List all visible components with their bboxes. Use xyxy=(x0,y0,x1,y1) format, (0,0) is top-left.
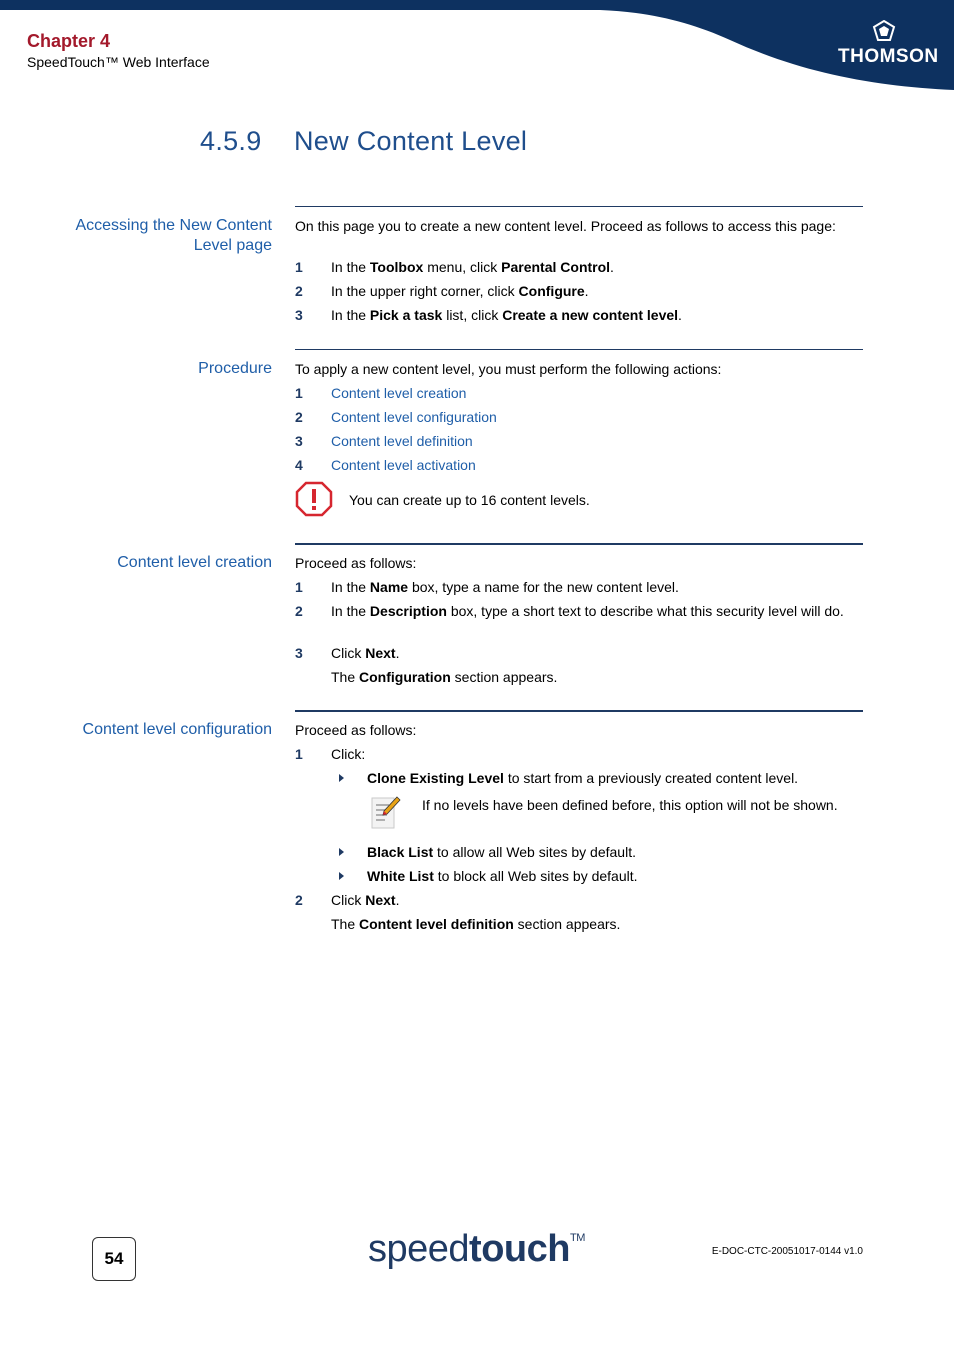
creation-result: The Configuration section appears. xyxy=(331,669,558,685)
chapter-label: Chapter 4 xyxy=(27,31,111,51)
step-number: 2 xyxy=(295,603,303,619)
speedtouch-logo: speedtouch™ xyxy=(368,1228,585,1270)
option-clone-existing-level: Clone Existing Level to start from a previously created content level. xyxy=(367,770,799,786)
configuration-intro: Proceed as follows: xyxy=(295,722,417,738)
chapter-subtitle: SpeedTouch™ Web Interface xyxy=(27,54,210,70)
warning-text: You can create up to 16 content levels. xyxy=(349,492,590,508)
thomson-logo-icon xyxy=(872,20,896,42)
header-band xyxy=(0,0,954,100)
bullet-arrow-icon xyxy=(336,847,346,857)
step-number: 1 xyxy=(295,579,303,595)
access-intro: On this page you to create a new content level. Proceed as follows to access this page: xyxy=(295,218,836,234)
divider xyxy=(295,349,863,350)
access-step-1: In the Toolbox menu, click Parental Control. xyxy=(331,259,614,275)
page-number: 54 xyxy=(92,1237,136,1281)
option-white-list: White List to block all Web sites by default. xyxy=(367,868,638,884)
step-number: 3 xyxy=(295,307,303,323)
option-black-list: Black List to allow all Web sites by default. xyxy=(367,844,636,860)
thomson-logo: THOMSON xyxy=(838,46,939,67)
procedure-intro: To apply a new content level, you must perform the following actions: xyxy=(295,361,722,377)
access-step-3: In the Pick a task list, click Create a new content level. xyxy=(331,307,682,323)
warning-icon xyxy=(295,481,333,517)
divider xyxy=(295,710,863,712)
link-content-level-activation[interactable]: Content level activation xyxy=(331,457,476,473)
access-step-2: In the upper right corner, click Configure. xyxy=(331,283,589,299)
creation-intro: Proceed as follows: xyxy=(295,555,417,571)
configuration-result: The Content level definition section appears. xyxy=(331,916,621,932)
step-number: 3 xyxy=(295,433,303,449)
side-label-creation: Content level creation xyxy=(117,554,272,571)
step-number: 1 xyxy=(295,746,303,762)
side-label-configuration: Content level configuration xyxy=(82,721,272,738)
step-number: 2 xyxy=(295,283,303,299)
step-number: 2 xyxy=(295,409,303,425)
note-text: If no levels have been defined before, this option will not be shown. xyxy=(422,797,838,813)
section-title: New Content Level xyxy=(294,126,528,156)
link-content-level-definition[interactable]: Content level definition xyxy=(331,433,473,449)
creation-step-3: Click Next. xyxy=(331,645,400,661)
divider xyxy=(295,543,863,545)
note-icon xyxy=(371,795,401,831)
bullet-arrow-icon xyxy=(336,871,346,881)
creation-step-1: In the Name box, type a name for the new content level. xyxy=(331,579,679,595)
step-number: 3 xyxy=(295,645,303,661)
link-content-level-creation[interactable]: Content level creation xyxy=(331,385,467,401)
bullet-arrow-icon xyxy=(336,773,346,783)
configuration-step-1: Click: xyxy=(331,746,366,762)
step-number: 4 xyxy=(295,457,303,473)
step-number: 2 xyxy=(295,892,303,908)
link-content-level-configuration[interactable]: Content level configuration xyxy=(331,409,497,425)
divider xyxy=(295,206,863,207)
creation-step-2: In the Description box, type a short text to describe what this security level will do. xyxy=(331,603,844,619)
step-number: 1 xyxy=(295,259,303,275)
step-number: 1 xyxy=(295,385,303,401)
document-id: E-DOC-CTC-20051017-0144 v1.0 xyxy=(711,1246,863,1257)
section-number: 4.5.9 xyxy=(200,126,262,156)
side-label-access: Accessing the New Content Level page xyxy=(75,217,272,254)
configuration-step-2: Click Next. xyxy=(331,892,400,908)
section-heading xyxy=(200,126,527,157)
side-label-procedure: Procedure xyxy=(198,360,272,377)
